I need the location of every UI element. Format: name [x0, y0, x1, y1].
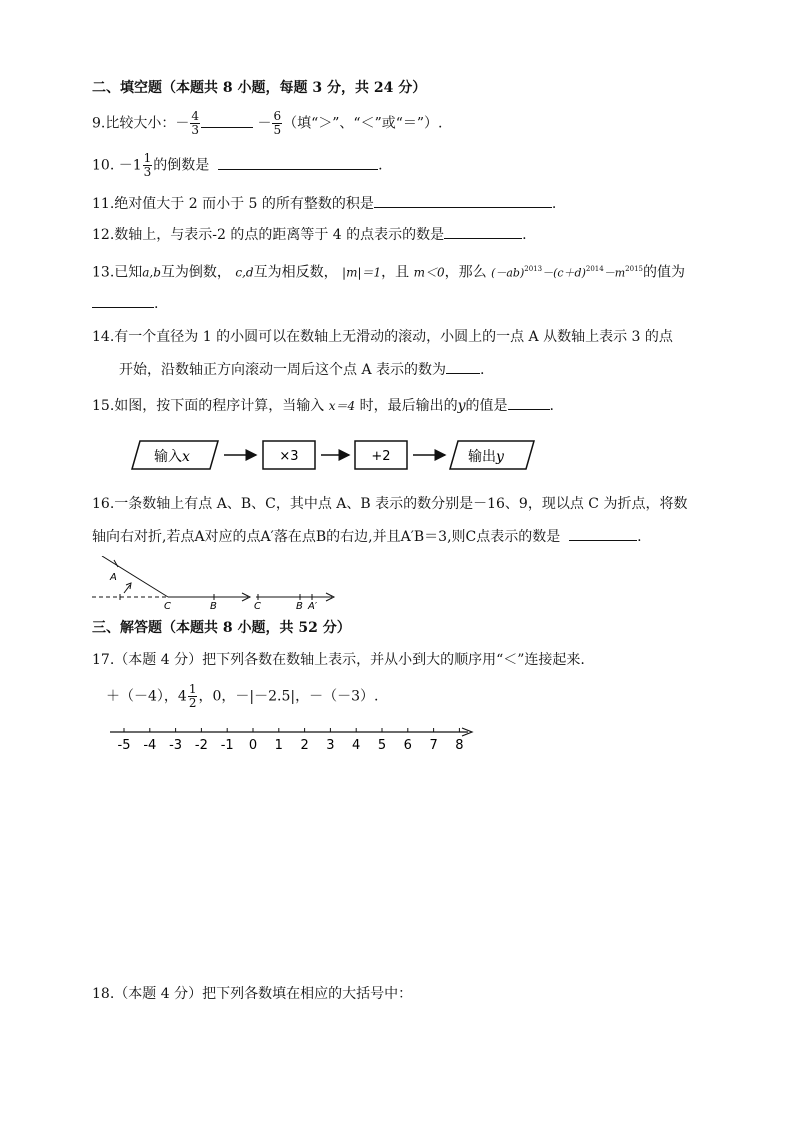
q9-prefix: 9.比较大小：－ [92, 115, 190, 132]
q9-f1-num: 4 [191, 109, 199, 123]
number-line-tick-label: -5 [117, 738, 131, 753]
flow-input-label: 输入x [154, 449, 190, 465]
q13-p6: 的值为 [642, 264, 685, 281]
q13-exp2: 2014 [585, 265, 604, 273]
q16-answer-blank[interactable] [569, 526, 637, 541]
q13-ab: a,b [142, 265, 161, 280]
q9-answer-blank[interactable] [201, 113, 253, 128]
number-line-tick-label: 7 [429, 738, 438, 753]
q9-mid: － [257, 115, 272, 132]
q13-p5: ，那么 [444, 264, 487, 281]
fig-label-c: C [164, 601, 171, 612]
number-line-tick-label: -1 [220, 738, 234, 753]
question-14-line2 [119, 359, 484, 380]
q13-exp3: 2015 [625, 265, 643, 273]
q10-text: 的倒数是 [153, 157, 210, 174]
number-line-tick-label: -3 [169, 738, 183, 753]
question-9 [92, 110, 443, 137]
flow-op2: +2 [371, 449, 391, 464]
number-line-tick-label: 5 [377, 738, 387, 753]
question-18: 18.（本题 4 分）把下列各数填在相应的大括号中： [92, 986, 413, 1002]
q13-p3: 互为相反数， [253, 264, 338, 281]
q10-f-num: 1 [143, 151, 152, 165]
fig-label-a2: A′ [308, 601, 318, 612]
q13-end: . [154, 296, 159, 312]
q15-x: x＝4 [328, 399, 356, 413]
q10-prefix: 10. －1 [92, 157, 142, 174]
q13-expr1: (－ab) [491, 266, 525, 280]
q16-line2-text: 轴向右对折,若点A对应的点A′落在点B的右边,并且A′B＝3,则C点表示的数是 [92, 529, 561, 545]
fig-label-c2: C [254, 601, 261, 612]
q9-fraction-1 [190, 110, 200, 137]
q13-exp1: 2013 [524, 265, 543, 273]
q13-expr2: －(c＋d) [542, 266, 586, 280]
fig-label-b: B [210, 601, 217, 612]
q14-end: . [480, 362, 485, 378]
q17-f-den: 2 [188, 696, 197, 710]
question-13-line2 [92, 293, 158, 314]
q9-fraction-2 [272, 110, 282, 137]
q15-y: y [457, 398, 466, 414]
q11-text: 11.绝对值大于 2 而小于 5 的所有整数的积是 [92, 196, 374, 212]
q11-end: . [551, 196, 557, 212]
q14-answer-blank[interactable] [446, 359, 480, 374]
number-line-tick-label: -2 [194, 738, 208, 753]
question-12 [92, 224, 527, 245]
q10-f-den: 3 [143, 165, 152, 179]
number-line-tick-label: 1 [274, 738, 283, 753]
q15-p2: 时，最后输出的 [359, 398, 458, 414]
q17-number-line[interactable] [106, 722, 478, 754]
number-line-tick-label: 0 [248, 738, 258, 753]
number-line-tick-label: 3 [326, 738, 335, 753]
question-16-line1: 16.一条数轴上有点 A、B、C，其中点 A、B 表示的数分别是－16、9，现以点 C 为折点，将数 [92, 496, 688, 512]
q9-f2-num: 6 [273, 109, 282, 123]
flow-output-label: 输出y [468, 449, 504, 465]
question-13 [92, 259, 685, 284]
q13-cd: c,d [235, 265, 254, 280]
number-line-tick-label: 8 [455, 738, 464, 753]
q11-answer-blank[interactable] [374, 193, 552, 208]
q12-text: 12.数轴上，与表示-2 的点的距离等于 4 的点表示的数是 [92, 227, 445, 243]
q10-answer-blank[interactable] [218, 155, 378, 170]
q17-nums-pre: ＋（－4），4 [106, 688, 187, 705]
question-10 [92, 152, 383, 179]
section-2-title: 二、填空题（本题共 8 小题，每题 3 分，共 24 分） [92, 80, 427, 96]
flow-op1: ×3 [279, 449, 299, 464]
q16-end: . [637, 529, 642, 545]
q15-flowchart [130, 438, 540, 474]
fig-label-b2: B [296, 601, 303, 612]
fold-arrow-head [126, 583, 131, 589]
fold-arrow [124, 585, 130, 593]
number-line-tick-label: -4 [143, 738, 157, 753]
q13-expr3: －m [603, 266, 626, 280]
q13-answer-blank[interactable] [92, 293, 154, 308]
q12-answer-blank[interactable] [444, 224, 522, 239]
q13-abs: |m|＝1 [342, 265, 382, 280]
q13-p2: 互为倒数， [160, 264, 231, 281]
q15-p1: 15.如图，按下面的程序计算，当输入 [92, 398, 325, 414]
q16-fold-diagram [92, 556, 342, 612]
fig-label-a: A [110, 572, 117, 583]
q15-end: . [549, 398, 554, 414]
q14-line2-text: 开始，沿数轴正方向滚动一周后这个点 A 表示的数为 [119, 362, 447, 378]
q9-f1-den: 3 [191, 123, 199, 137]
q17-nums-post: ，0，－|－2.5|，－（－3）. [198, 688, 379, 705]
question-17: 17.（本题 4 分）把下列各数在数轴上表示，并从小到大的顺序用“＜”连接起来. [92, 652, 585, 668]
number-line-tick-label: 2 [300, 738, 309, 753]
q13-p1: 13.已知 [92, 264, 143, 281]
q17-fraction [188, 683, 198, 710]
section-3-title: 三、解答题（本题共 8 小题，共 52 分） [92, 620, 351, 636]
number-line-tick-label: 4 [352, 738, 361, 753]
q9-suffix: （填“＞”、“＜”或“＝”）. [283, 115, 443, 132]
q10-end: . [378, 157, 383, 174]
question-16-line2 [92, 526, 642, 547]
question-14-line1: 14.有一个直径为 1 的小圆可以在数轴上无滑动的滚动，小圆上的一点 A 从数轴上表示 3 的点 [92, 329, 673, 345]
question-11 [92, 193, 556, 214]
q10-fraction [143, 152, 153, 179]
q9-f2-den: 5 [273, 123, 282, 137]
number-line-tick-label: 6 [403, 738, 412, 753]
q15-p3: 的值是 [465, 398, 508, 414]
question-17-numbers [106, 683, 378, 710]
q13-p4: ，且 [381, 264, 410, 281]
question-15 [92, 395, 554, 416]
q12-end: . [522, 227, 527, 243]
q15-answer-blank[interactable] [508, 395, 550, 410]
q13-cond: m＜0 [413, 265, 445, 280]
q17-f-num: 1 [188, 682, 197, 696]
